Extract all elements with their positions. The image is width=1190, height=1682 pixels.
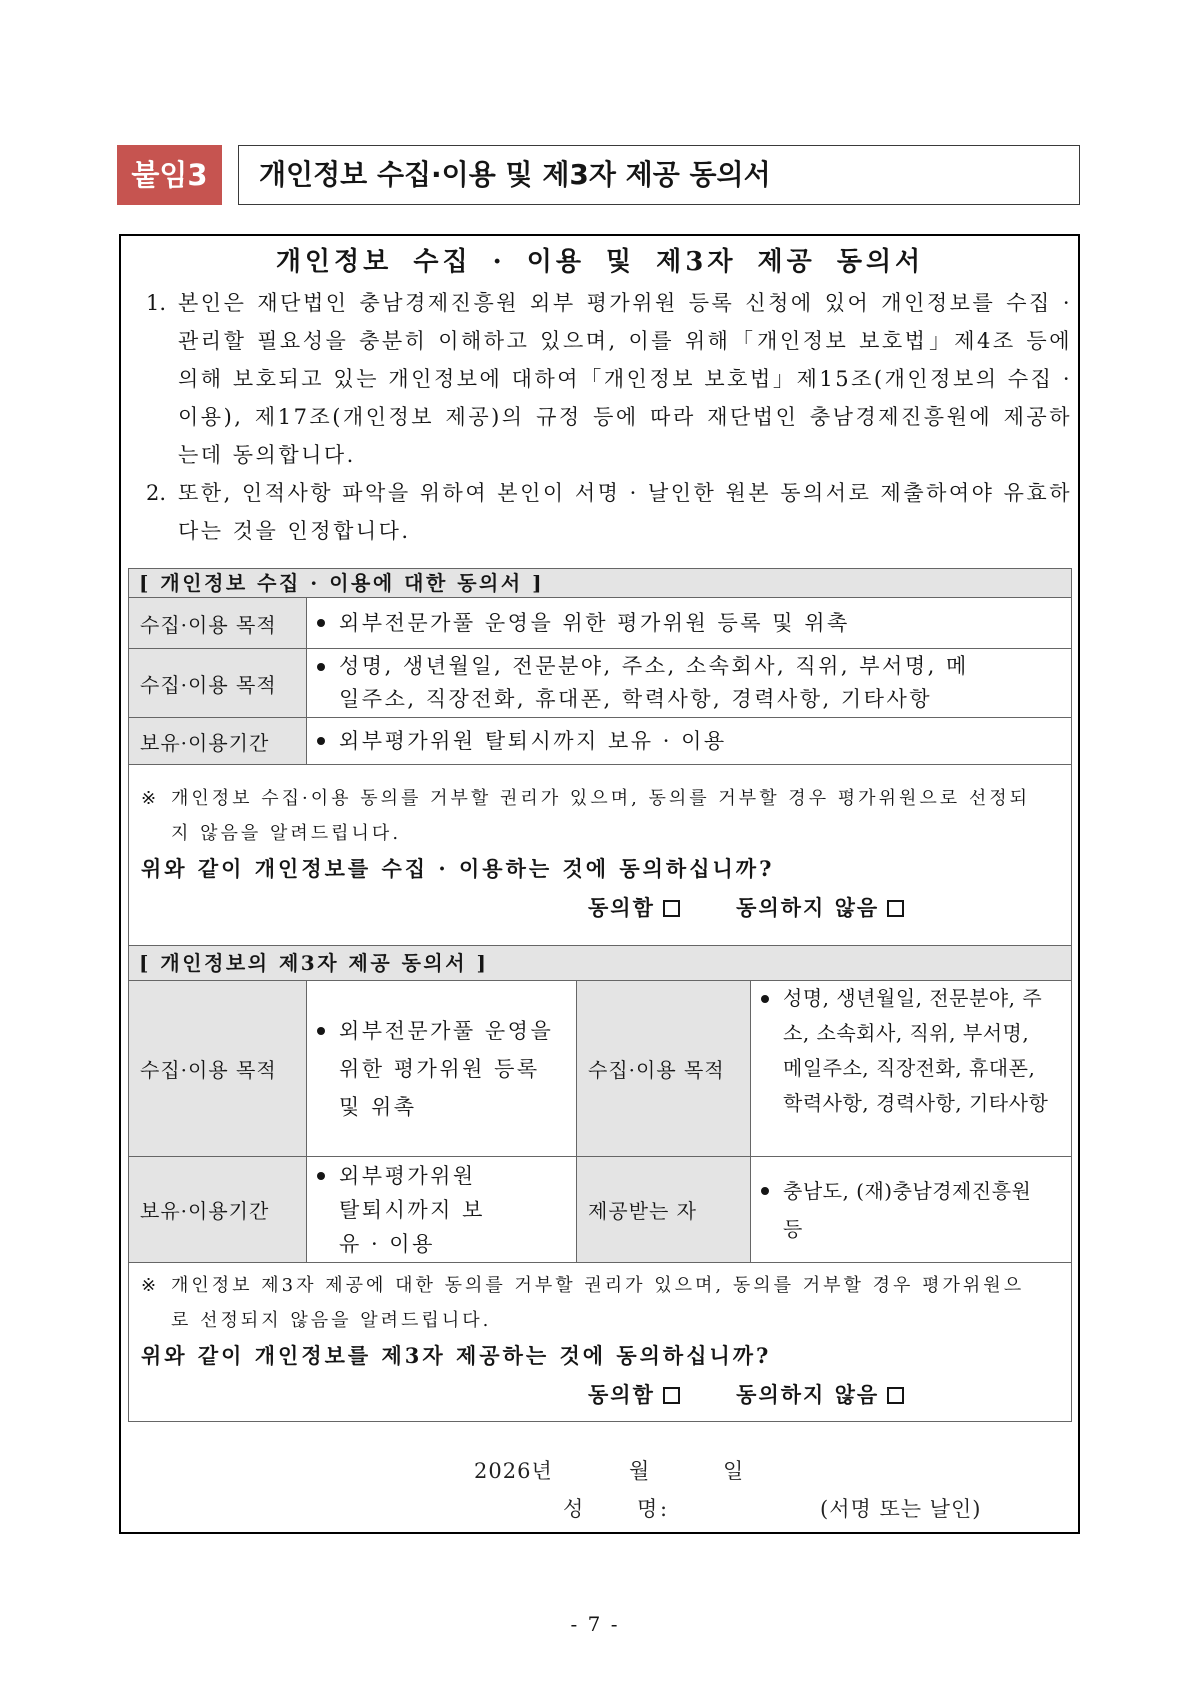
page-heading-text: 개인정보 수집·이용 및 제3자 제공 동의서 xyxy=(259,158,771,191)
page-number: - 7 - xyxy=(570,1612,620,1636)
consent-table xyxy=(128,568,1072,1422)
row-value-cell xyxy=(307,649,1072,718)
agree-checkbox[interactable] xyxy=(663,1387,680,1404)
agree-label: 동의함 xyxy=(588,1382,655,1407)
clause-text: 또한, 인적사항 파악을 위하여 본인이 서명 · 날인한 원본 동의서로 제출하여야 유효하다는 것을 인정합니다. xyxy=(178,481,1073,543)
refusal-notice xyxy=(141,781,1041,851)
form-title: 개인정보 수집 · 이용 및 제3자 제공 동의서 xyxy=(275,247,925,277)
table-row xyxy=(129,981,1072,1157)
agree-label: 동의함 xyxy=(588,895,655,920)
bullet-icon xyxy=(317,1027,325,1035)
table-row xyxy=(129,569,1072,598)
bullet-item xyxy=(757,1172,1051,1248)
row-value: 외부전문가풀 운영을 위한 평가위원 등록 및 위촉 xyxy=(339,1018,554,1119)
notice-text: 개인정보 수집·이용 동의를 거부할 권리가 있으며, 동의를 거부할 경우 평가위원으로 선정되지 않음을 알려드립니다. xyxy=(171,788,1031,844)
disagree-option[interactable] xyxy=(736,1377,904,1413)
agree-option[interactable] xyxy=(588,890,680,926)
clause-number: 2. xyxy=(146,481,167,505)
table-row xyxy=(129,1263,1072,1422)
bullet-icon xyxy=(317,737,325,745)
date-year[interactable]: 2026년 xyxy=(474,1459,553,1483)
row-value: 성명, 생년월일, 전문분야, 주소, 소속회사, 직위, 부서명, 메일주소, 직장전화, 휴대폰, 학력사항, 경력사항, 기타사항 xyxy=(783,986,1049,1115)
agree-option[interactable] xyxy=(588,1377,680,1413)
table-row xyxy=(129,649,1072,718)
bullet-item xyxy=(313,1012,564,1126)
bullet-icon xyxy=(317,663,325,671)
third-party-consent-heading: [ 개인정보의 제3자 제공 동의서 ] xyxy=(129,946,1072,981)
row-label: 보유·이용기간 xyxy=(129,718,307,765)
name-separator: : xyxy=(660,1497,669,1521)
page-heading xyxy=(238,145,1080,205)
consent-choices xyxy=(141,1377,1061,1413)
name-label: 성 명 xyxy=(563,1497,659,1521)
consent-form xyxy=(119,234,1080,1534)
row-value-cell xyxy=(751,981,1072,1157)
clause-number: 1. xyxy=(146,291,167,315)
third-party-consent-notice-cell xyxy=(129,1263,1072,1422)
row-label: 수집·이용 목적 xyxy=(577,981,751,1157)
table-row xyxy=(129,598,1072,649)
table-row xyxy=(129,946,1072,981)
refusal-notice xyxy=(141,1268,1041,1338)
table-row xyxy=(129,1157,1072,1263)
row-label: 제공받는 자 xyxy=(577,1157,751,1263)
signature-hint[interactable]: (서명 또는 날인) xyxy=(820,1497,982,1521)
disagree-checkbox[interactable] xyxy=(887,1387,904,1404)
clause-text: 본인은 재단법인 충남경제진흥원 외부 평가위원 등록 신청에 있어 개인정보를 수집 · 관리할 필요성을 충분히 이해하고 있으며, 이를 위해「개인정보 보호법」제4조 등에 의해 보호되고 있는 개인정보에 대하여「개인정보 보호법」제15조(개인정보의 수집 · 이용), 제17조(개인정보 제공)의 규정 등에 따라 재단법인 충남경제진흥원에 제공하는데 동의합니다. xyxy=(178,291,1072,467)
consent-question: 위와 같이 개인정보를 제3자 제공하는 것에 동의하십니까? xyxy=(141,1343,772,1368)
table-row xyxy=(129,718,1072,765)
row-value: 성명, 생년월일, 전문분야, 주소, 소속회사, 직위, 부서명, 메일주소, 직장전화, 휴대폰, 학력사항, 경력사항, 기타사항 xyxy=(339,654,969,711)
clause-2 xyxy=(128,474,1072,550)
row-label: 수집·이용 목적 xyxy=(129,649,307,718)
signature-line xyxy=(128,1490,1072,1528)
consent-choices xyxy=(141,890,1061,926)
collection-consent-notice-cell xyxy=(129,765,1072,946)
consent-question: 위와 같이 개인정보를 수집 · 이용하는 것에 동의하십니까? xyxy=(141,856,775,881)
row-value: 충남도, (재)충남경제진흥원 등 xyxy=(783,1178,1032,1241)
notice-text: 개인정보 제3자 제공에 대한 동의를 거부할 권리가 있으며, 동의를 거부할 경우 평가위원으로 선정되지 않음을 알려드립니다. xyxy=(171,1275,1025,1331)
disagree-label: 동의하지 않음 xyxy=(736,895,880,920)
disagree-label: 동의하지 않음 xyxy=(736,1382,880,1407)
attachment-tag: 붙임3 xyxy=(117,145,222,205)
row-value-cell xyxy=(307,1157,577,1263)
row-label: 보유·이용기간 xyxy=(129,1157,307,1263)
row-value: 외부전문가풀 운영을 위한 평가위원 등록 및 위촉 xyxy=(339,611,850,635)
date-day[interactable]: 일 xyxy=(723,1459,745,1483)
row-value-cell xyxy=(751,1157,1072,1263)
bullet-item xyxy=(313,724,1059,758)
bullet-item xyxy=(313,606,1059,640)
table-row xyxy=(129,765,1072,946)
bullet-item xyxy=(757,981,1051,1121)
row-value-cell xyxy=(307,981,577,1157)
collection-consent-heading: [ 개인정보 수집 · 이용에 대한 동의서 ] xyxy=(129,569,1072,598)
bullet-icon xyxy=(317,619,325,627)
date-line xyxy=(128,1452,1072,1490)
row-value: 외부평가위원 탈퇴시까지 보유 · 이용 xyxy=(339,729,727,753)
row-value-cell xyxy=(307,718,1072,765)
row-value-cell xyxy=(307,598,1072,649)
bullet-icon xyxy=(317,1172,325,1180)
notice-mark: ※ xyxy=(141,1275,157,1296)
agree-checkbox[interactable] xyxy=(663,900,680,917)
bullet-item xyxy=(313,1159,489,1261)
row-label: 수집·이용 목적 xyxy=(129,598,307,649)
disagree-checkbox[interactable] xyxy=(887,900,904,917)
date-month[interactable]: 월 xyxy=(629,1459,651,1483)
notice-mark: ※ xyxy=(141,788,157,809)
clause-list xyxy=(128,284,1072,550)
clause-1 xyxy=(128,284,1072,474)
bullet-icon xyxy=(761,995,769,1003)
bullet-icon xyxy=(761,1187,769,1195)
bullet-item xyxy=(313,650,979,716)
row-label: 수집·이용 목적 xyxy=(129,981,307,1157)
row-value: 외부평가위원 탈퇴시까지 보유 · 이용 xyxy=(339,1163,485,1256)
disagree-option[interactable] xyxy=(736,890,904,926)
